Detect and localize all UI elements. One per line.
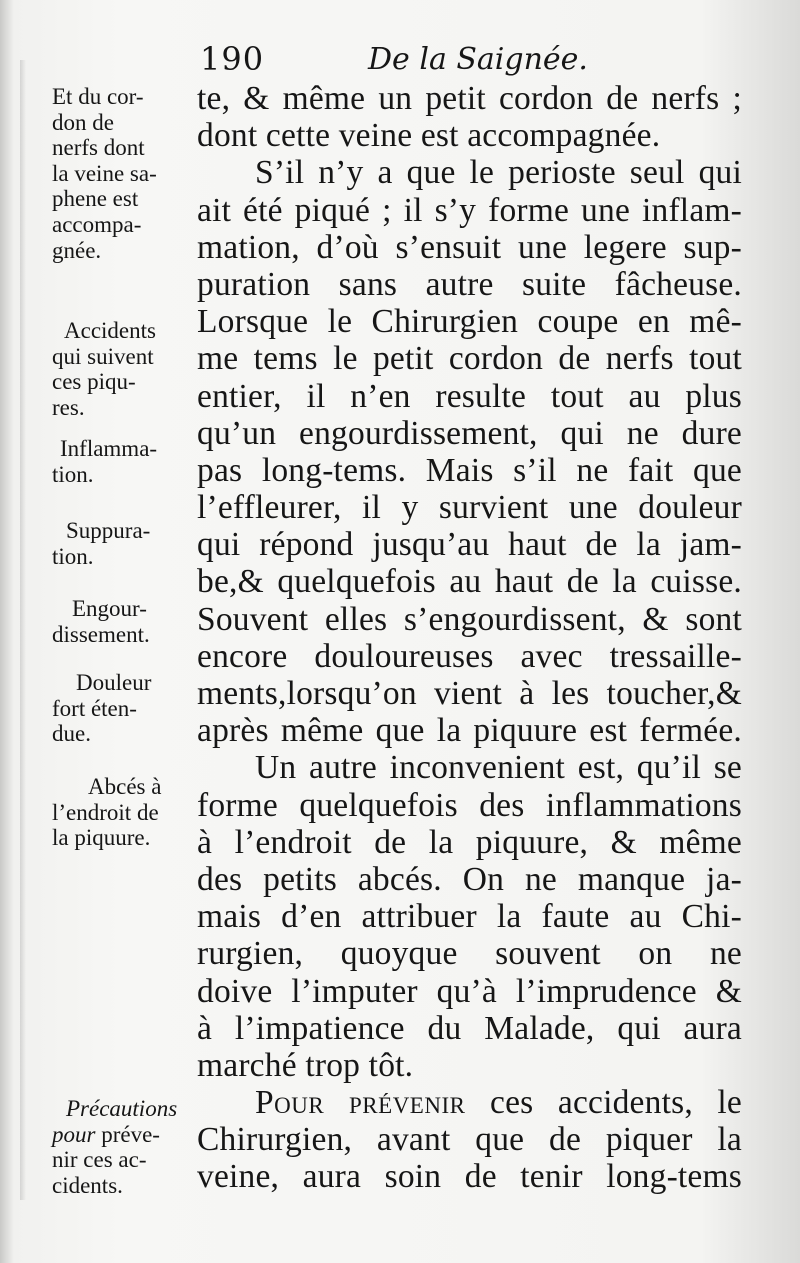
margin-line: phene est xyxy=(52,186,139,212)
text-line: ces accidents, le xyxy=(490,1084,742,1122)
text-line: ments,lorsqu’on vient à les toucher,& xyxy=(197,675,742,712)
margin-line: la veine sa- xyxy=(52,160,157,186)
text-line: entier, il n’en resulte tout au plus xyxy=(197,377,742,415)
margin-line: tion. xyxy=(52,461,94,487)
margin-line: ces piqu- xyxy=(52,369,136,395)
margin-note xyxy=(52,596,207,647)
text-line: forme quelquefois des inflammations xyxy=(197,786,742,824)
text-line-lead xyxy=(197,1084,742,1121)
margin-line: gnée. xyxy=(52,237,102,263)
text-line: qu’un engourdissement, qui ne dure xyxy=(197,414,742,452)
margin-line: la piquure. xyxy=(52,825,151,851)
margin-line: nir ces ac- xyxy=(52,1147,147,1173)
margin-note xyxy=(52,670,211,747)
text-line: Chirurgien, avant que de piquer la xyxy=(197,1121,742,1159)
text-line: Lorsque le Chirurgien coupe en mê- xyxy=(197,303,742,341)
text-line: encore douloureuses avec tressaille- xyxy=(197,637,742,675)
margin-line: fort éten- xyxy=(52,695,137,721)
margin-line: nerfs dont xyxy=(52,135,145,161)
text-line: S’il n’y a que le perioste seul qui xyxy=(255,154,742,192)
text-line: be,& quelquefois au haut de la cuisse. xyxy=(197,563,742,601)
margin-note xyxy=(52,84,187,263)
text-line: après même que la piquure est fermée. xyxy=(197,712,742,750)
margin-line: qui suivent xyxy=(52,343,154,369)
text-line: Souvent elles s’engourdissent, & sont xyxy=(197,600,742,638)
margin-note xyxy=(52,318,199,420)
margin-line: Suppura- xyxy=(66,518,151,543)
main-text-block xyxy=(197,80,742,1196)
text-line: puration sans autre suite fâcheuse. xyxy=(197,265,742,303)
margin-note xyxy=(52,774,223,851)
text-line: rurgien, quoyque souvent on ne xyxy=(197,935,742,973)
margin-line: don de xyxy=(52,109,114,135)
margin-note xyxy=(52,1096,201,1198)
margin-line: cidents. xyxy=(52,1172,123,1198)
text-line: l’effleurer, il y survient une douleur xyxy=(197,489,742,527)
text-line: qui répond jusqu’au haut de la jam- xyxy=(197,526,742,564)
text-line: mais d’en attribuer la faute au Chi- xyxy=(197,898,742,936)
text-line: des petits abcés. On ne manque ja- xyxy=(197,860,742,898)
running-title: De la Saignée. xyxy=(368,42,588,77)
text-line: dont cette veine est accompagnée. xyxy=(197,117,661,155)
text-line: à l’impatience du Malade, qui aura xyxy=(197,1009,742,1047)
margin-line: Précautions xyxy=(66,1096,178,1121)
margin-line: Douleur xyxy=(76,670,152,695)
text-line: doive l’imputer qu’à l’imprudence & xyxy=(197,972,742,1010)
margin-line: Abcés à xyxy=(88,774,162,799)
text-line: pas long-tems. Mais s’il ne fait que xyxy=(197,451,742,489)
margin-line: Accidents xyxy=(64,318,156,343)
text-line: veine, aura soin de tenir long-tems xyxy=(197,1158,742,1196)
margin-italic-word: pour xyxy=(52,1121,96,1147)
margin-line: l’endroit de xyxy=(52,799,159,825)
margin-line: préve- xyxy=(95,1121,160,1147)
text-line: mation, d’où s’ensuit une legere sup- xyxy=(197,228,742,266)
text-line: marché trop tôt. xyxy=(197,1046,414,1084)
margin-line: accompa- xyxy=(52,211,142,237)
text-line: te, & même un petit cordon de nerfs ; xyxy=(197,80,742,117)
margin-note xyxy=(52,436,195,487)
page-gutter-shadow xyxy=(20,60,26,1200)
margin-line: Inflamma- xyxy=(60,436,158,461)
margin-note xyxy=(52,518,201,569)
margin-line: Et du cor- xyxy=(52,84,144,109)
text-line: ait été piqué ; il s’y forme une inflam- xyxy=(197,191,742,229)
margin-line: tion. xyxy=(52,543,94,569)
text-line: me tems le petit cordon de nerfs tout xyxy=(197,340,742,378)
margin-line-mixed xyxy=(52,1122,201,1148)
text-line: Un autre inconvenient est, qu’il se xyxy=(255,749,742,787)
margin-line: res. xyxy=(52,394,85,420)
page-number: 190 xyxy=(200,40,265,78)
smallcaps-lead: Pour prévenir xyxy=(255,1084,466,1122)
text-line: à l’endroit de la piquure, & même xyxy=(197,823,742,861)
margin-line: Engour- xyxy=(72,596,147,621)
margin-line: dissement. xyxy=(52,621,150,647)
margin-line: due. xyxy=(52,721,91,747)
